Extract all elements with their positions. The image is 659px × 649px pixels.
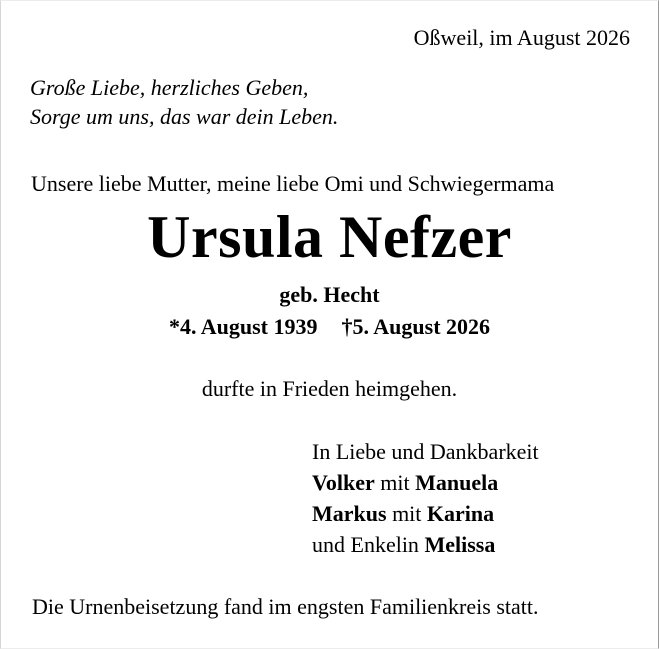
birth-symbol: * [168,314,180,339]
signer-connector: mit [392,501,422,526]
passing-sentence: durfte in Frieden heimgehen. [201,376,458,401]
maiden-name: geb. Hecht [279,282,380,307]
signer-name: Karina [426,501,495,526]
signer-row [312,498,539,529]
burial-notice: Die Urnenbeisetzung fand im engsten Familienkreis statt. [32,594,539,619]
signers-block [312,436,539,560]
signer-name: Manuela [415,470,499,495]
birth-date: 4. August 1939 [179,314,318,339]
deceased-name: Ursula Nefzer [147,204,512,270]
motto [30,73,338,131]
signer-name: Markus [312,501,387,526]
signer-name: Volker [312,470,375,495]
signer-connector: mit [380,470,410,495]
death-symbol: † [341,314,353,339]
intro-text: Unsere liebe Mutter, meine liebe Omi und Schwiegermama [31,171,555,196]
signer-row [312,529,539,560]
place-date: Oßweil, im August 2026 [413,25,630,50]
motto-line-1: Große Liebe, herzliches Geben, [30,75,309,100]
death-date: 5. August 2026 [352,314,491,339]
signer-row [312,467,539,498]
life-dates [1,314,658,340]
signer-name: Melissa [424,532,496,557]
signers-greeting: In Liebe und Dankbarkeit [312,439,539,464]
signer-prefix: und Enkelin [312,532,419,557]
motto-line-2: Sorge um uns, das war dein Leben. [30,104,339,129]
